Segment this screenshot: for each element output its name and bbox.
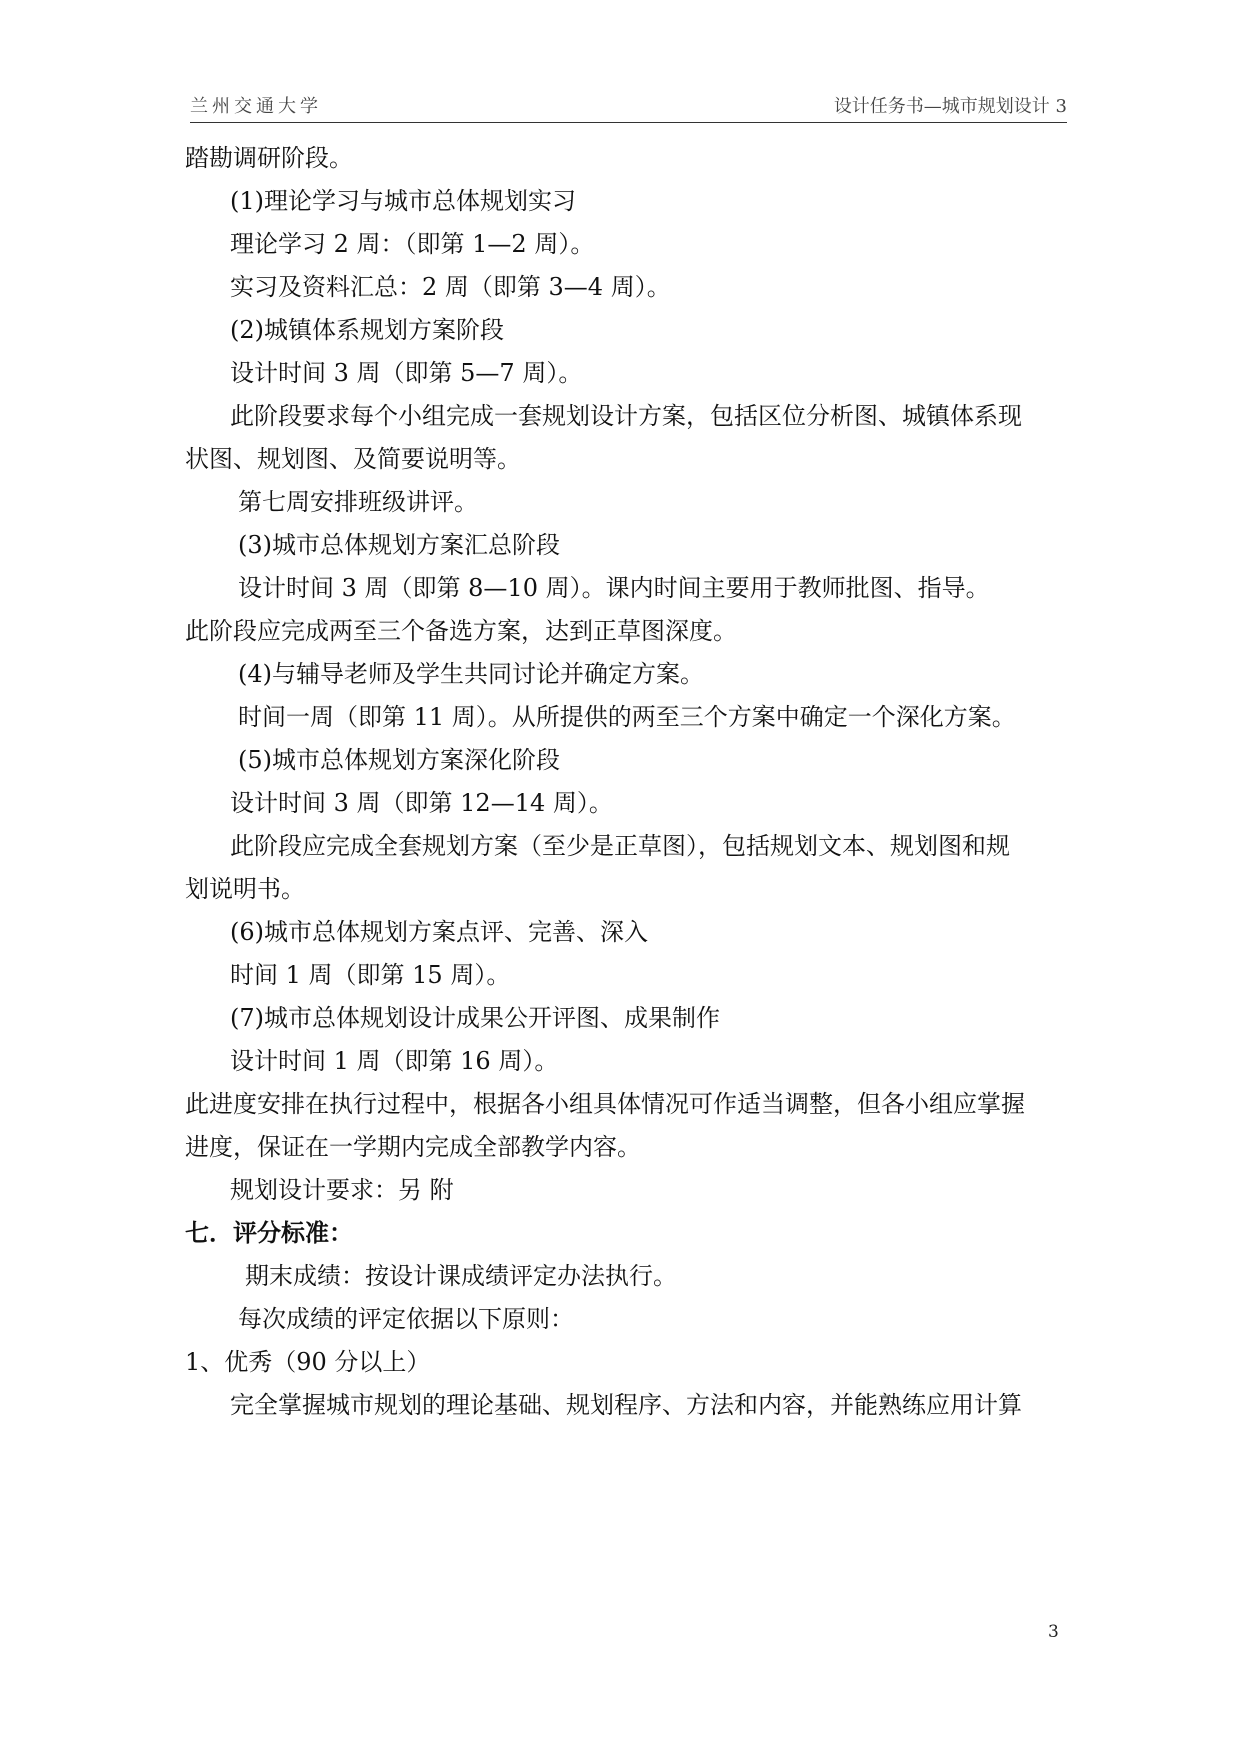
page-header: [190, 92, 1067, 123]
text-line: 第七周安排班级讲评。: [238, 488, 478, 516]
header-document-title: 设计任务书—城市规划设计 3: [833, 96, 1067, 117]
text-line: 理论学习 2 周：（即第 1—2 周）。: [230, 230, 595, 258]
text-line: 此阶段应完成全套规划方案（至少是正草图），包括规划文本、规划图和规: [230, 832, 1010, 860]
text-line: 踏勘调研阶段。: [185, 144, 353, 172]
text-line: (6)城市总体规划方案点评、完善、深入: [230, 918, 648, 946]
text-line: (3)城市总体规划方案汇总阶段: [238, 531, 560, 559]
text-line: 进度，保证在一学期内完成全部教学内容。: [185, 1133, 641, 1161]
text-line: 时间一周（即第 11 周）。从所提供的两至三个方案中确定一个深化方案。: [238, 703, 1016, 731]
text-line: (7)城市总体规划设计成果公开评图、成果制作: [230, 1004, 720, 1032]
text-line: 此阶段应完成两至三个备选方案，达到正草图深度。: [185, 617, 737, 645]
text-line: 划说明书。: [185, 875, 305, 903]
text-line: 时间 1 周（即第 15 周）。: [230, 961, 511, 989]
text-line: 期末成绩：按设计课成绩评定办法执行。: [245, 1262, 677, 1290]
text-line: 1、优秀（90 分以上）: [185, 1348, 431, 1376]
text-line: (5)城市总体规划方案深化阶段: [238, 746, 560, 774]
text-line: 此进度安排在执行过程中，根据各小组具体情况可作适当调整，但各小组应掌握: [185, 1090, 1025, 1118]
text-line: 完全掌握城市规划的理论基础、规划程序、方法和内容，并能熟练应用计算: [230, 1391, 1022, 1419]
text-line: 设计时间 3 周（即第 8—10 周）。课内时间主要用于教师批图、指导。: [238, 574, 990, 602]
text-line: 每次成绩的评定依据以下原则：: [238, 1305, 574, 1333]
text-line: (2)城镇体系规划方案阶段: [230, 316, 504, 344]
text-line: (4)与辅导老师及学生共同讨论并确定方案。: [238, 660, 704, 688]
text-line: 状图、规划图、及简要说明等。: [185, 445, 521, 473]
text-line: 实习及资料汇总：2 周（即第 3—4 周）。: [230, 273, 671, 301]
section-heading: 七．评分标准：: [185, 1218, 353, 1247]
text-line: 设计时间 3 周（即第 5—7 周）。: [230, 359, 583, 387]
text-line: 设计时间 1 周（即第 16 周）。: [230, 1047, 559, 1075]
text-line: 规划设计要求：另 附: [230, 1176, 454, 1204]
text-line: 设计时间 3 周（即第 12—14 周）。: [230, 789, 613, 817]
header-university: 兰州交通大学: [190, 96, 322, 117]
text-line: (1)理论学习与城市总体规划实习: [230, 187, 576, 215]
text-line: 此阶段要求每个小组完成一套规划设计方案，包括区位分析图、城镇体系现: [230, 402, 1022, 430]
page-number: 3: [1048, 1622, 1059, 1642]
